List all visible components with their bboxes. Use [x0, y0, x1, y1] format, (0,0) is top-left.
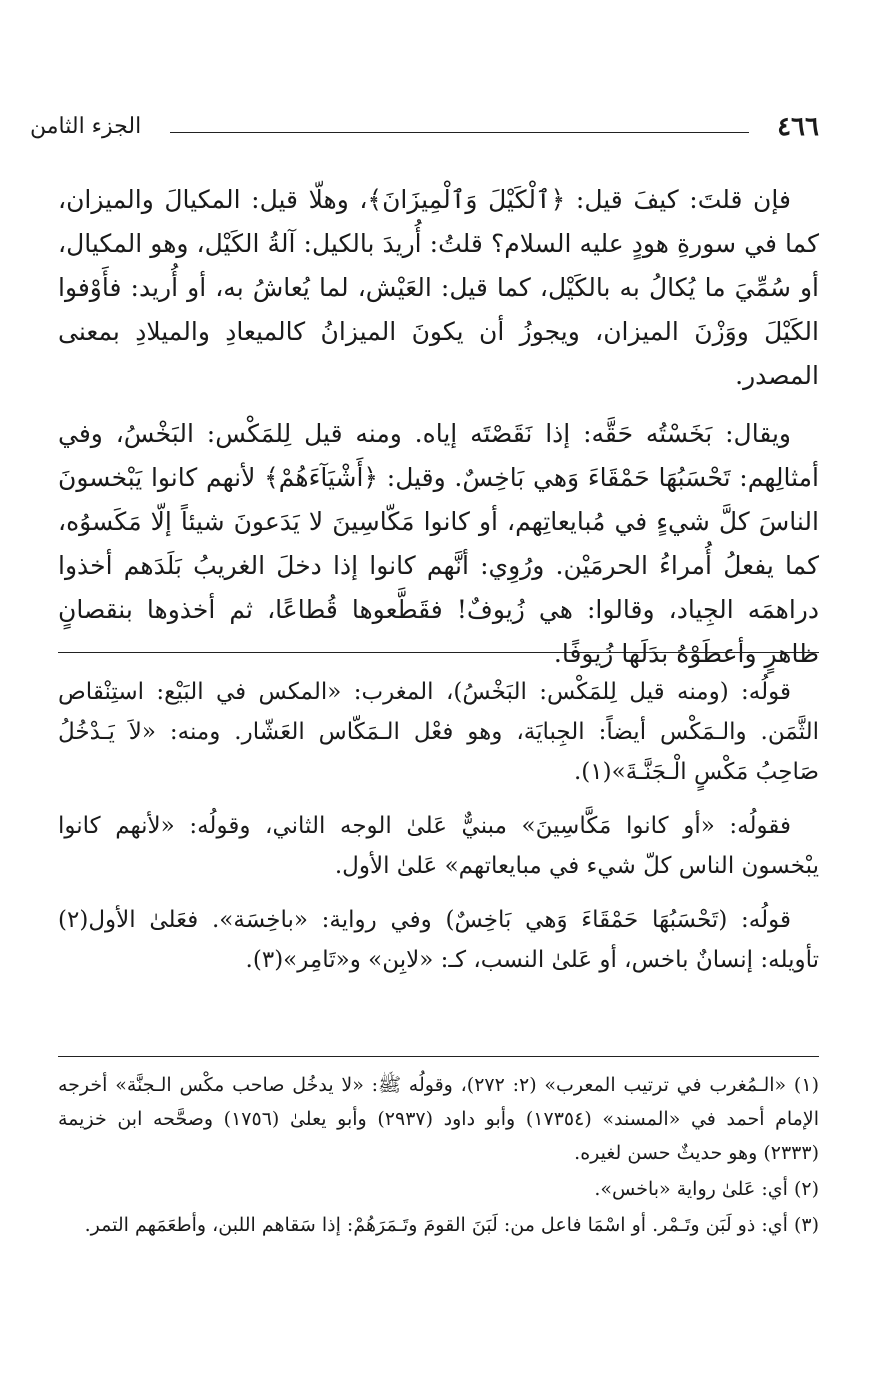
commentary-separator	[58, 652, 819, 653]
commentary-paragraph-2: فقولُه: «أو كانوا مَكَّاسِينَ» مبنيٌّ عَلىٰ الوجه الثاني، وقولُه: «لأنهم كانوا يبْخسون الناس كلّ شيء في مبايعاتهم» عَلىٰ الأول.	[58, 813, 819, 879]
footnote-separator	[58, 1056, 819, 1057]
footnote-3: (٣) أي: ذو لَبَن وتَـمْر. أو اسْمَا فاعل من: لَبَنَ القومَ وتَـمَرَهُمْ: إذا سَقاهم اللبن، وأطعَمَهم التمر.	[84, 1214, 819, 1236]
page-header	[30, 112, 819, 142]
commentary-paragraph-1: قولُه: (ومنه قيل لِلمَكْس: البَخْسُ)، المغرب: «المكس في البَيْع: استِنْقاص الثَّمَن. والـمَكْس أيضاً: الجِبايَة، وهو فعْل الـمَكّاس العَشّار. ومنه: «لاَ يَـدْخُلُ صَاحِبُ مَكْسٍ الْـجَنَّـةَ»(١).	[58, 679, 819, 785]
main-paragraph-2: ويقال: بَخَسْتُه حَقَّه: إذا نَقَصْتَه إياه. ومنه قيل لِلمَكْس: البَخْسُ، وفي أمثالِهم: تَحْسَبُهَا حَمْقَاءَ وَهي بَاخِسٌ. وقيل: ﴿أَشْيَآءَهُمْ﴾ لأنهم كانوا يَبْخسونَ الناسَ كلَّ شيءٍ في مُبايعاتِهم، أو كانوا مَكّاسِينَ لا يَدَعونَ شيئاً إلّا مَكَسوُه، كما يفعلُ أُمراءُ الحرمَيْن. ورُوِي: أنَّهم كانوا إذا دخلَ الغريبُ بَلَدَهم أخذوا دراهمَه الجِياد، وقالوا: هي زُيوفٌ! فقَطَّعوها قُطاعًا، ثم أخذوها بنقصانٍ ظاهرٍ وأعطَوْهُ بدَلَها زُيوفًا.	[58, 419, 819, 668]
footnote-1: (١) «الـمُغرب في ترتيب المعرب» (٢: ٢٧٢)، وقولُه ﷺ: «لا يدخُل صاحب مكْس الـجنَّة» أخرجه الإمام أحمد في «المسند» (١٧٣٥٤) وأبو داود (٢٩٣٧) وأبو يعلىٰ (١٧٥٦) وصحَّحه ابن خزيمة (٢٣٣٣) وهو حديثٌ حسن لغيره.	[58, 1074, 819, 1164]
header-rule	[170, 132, 749, 133]
running-title: الجزء الثامن	[30, 114, 142, 139]
page-number: ٤٦٦	[777, 112, 819, 142]
commentary-paragraph-3: قولُه: (تَحْسَبُهَا حَمْقَاءَ وَهي بَاخِسٌ) وفي رواية: «باخِسَة». فعَلىٰ الأول(٢) تأويله: إنسانٌ باخس، أو عَلىٰ النسب، كـ: «لابِن» و«تَامِر»(٣).	[58, 907, 819, 973]
main-text	[58, 178, 819, 690]
footnote-2: (٢) أي: عَلىٰ رواية «باخس».	[594, 1178, 819, 1200]
main-paragraph-1: فإن قلتَ: كيفَ قيل: ﴿ٱلْكَيْلَ وَٱلْمِيزَانَ﴾، وهلّا قيل: المكيالَ والميزان، كما في سورةِ هودٍ عليه السلام؟ قلتُ: أُريدَ بالكيل: آلةُ الكَيْل، وهو المكيال، أو سُمِّيَ ما يُكالُ به بالكَيْل، كما قيل: العَيْش، لما يُعاشُ به، أو أُريد: فأَوْفوا الكَيْلَ ووَزْنَ الميزان، ويجوزُ أن يكونَ الميزانُ كالميعادِ والميلادِ بمعنى المصدر.	[58, 185, 819, 390]
commentary	[58, 672, 819, 994]
footnotes	[58, 1068, 819, 1244]
